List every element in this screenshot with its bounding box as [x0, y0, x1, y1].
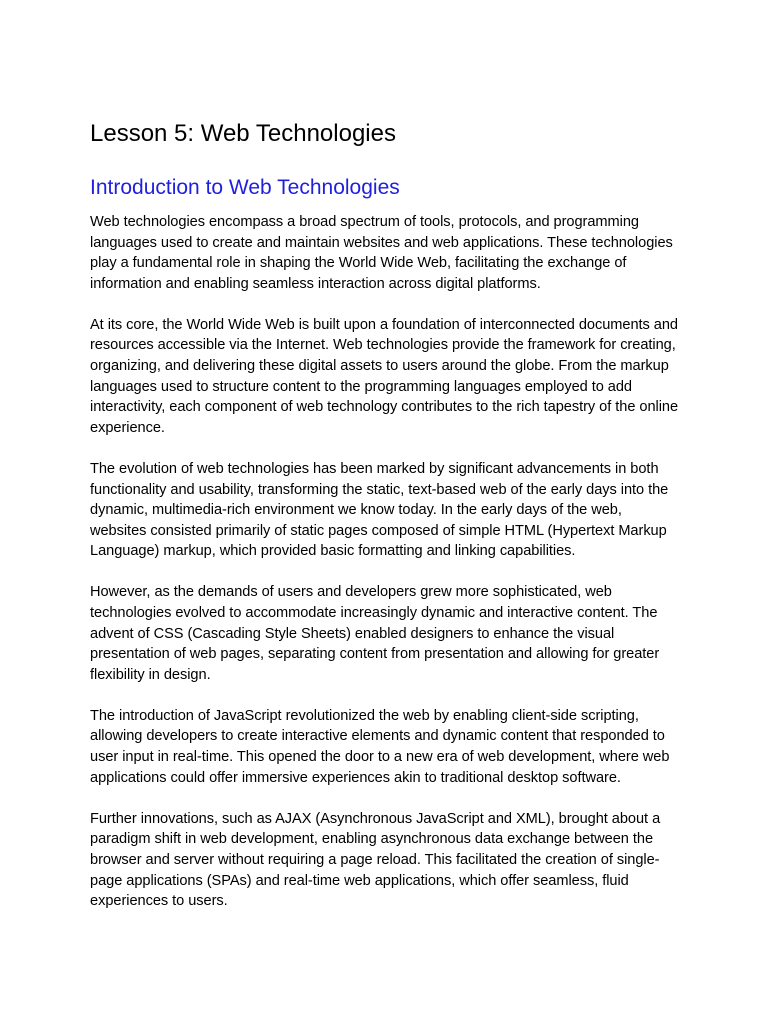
- lesson-title: Lesson 5: Web Technologies: [90, 120, 396, 147]
- paragraph-intro: Web technologies encompass a broad spectrum of tools, protocols, and programming languages used to create and maintain websites and web applications. These technologies play a fundamental role in shaping the World Wide Web, facilitating the exchange of information and enabling seamless interaction across digital platforms.: [90, 214, 673, 292]
- paragraph-javascript: The introduction of JavaScript revolutionized the web by enabling client-side scripting, allowing developers to create interactive elements and dynamic content that responded to user input in real-time. This opened the door to a new era of web development, where web applications could offer immersive experiences akin to traditional desktop software.: [90, 707, 670, 786]
- document-page: [90, 118, 680, 912]
- section-heading: Introduction to Web Technologies: [90, 176, 400, 199]
- paragraph-core: At its core, the World Wide Web is built upon a foundation of interconnected documents and resources accessible via the Internet. Web technologies provide the framework for creating, organizing, and delivering these digital assets to users around the globe. From the markup languages used to structure content to the programming languages employed to add interactivity, each component of web technology contributes to the rich tapestry of the online experience.: [90, 316, 679, 436]
- paragraph-evolution: The evolution of web technologies has been marked by significant advancements in both functionality and usability, transforming the static, text-based web of the early days into the dynamic, multimedia-rich environment we know today. In the early days of the web, websites consisted primarily of static pages composed of simple HTML (Hypertext Markup Language) markup, which provided basic formatting and linking capabilities.: [90, 460, 669, 560]
- paragraph-css: However, as the demands of users and developers grew more sophisticated, web technologies evolved to accommodate increasingly dynamic and interactive content. The advent of CSS (Cascading Style Sheets) enabled designers to enhance the visual presentation of web pages, separating content from presentation and allowing for greater flexibility in design.: [90, 584, 660, 683]
- paragraph-ajax: Further innovations, such as AJAX (Asynchronous JavaScript and XML), brought about a paradigm shift in web development, enabling asynchronous data exchange between the browser and server without requiring a page reload. This facilitated the creation of single-page applications (SPAs) and real-time web applications, which offer seamless, fluid experiences to users.: [90, 810, 661, 910]
